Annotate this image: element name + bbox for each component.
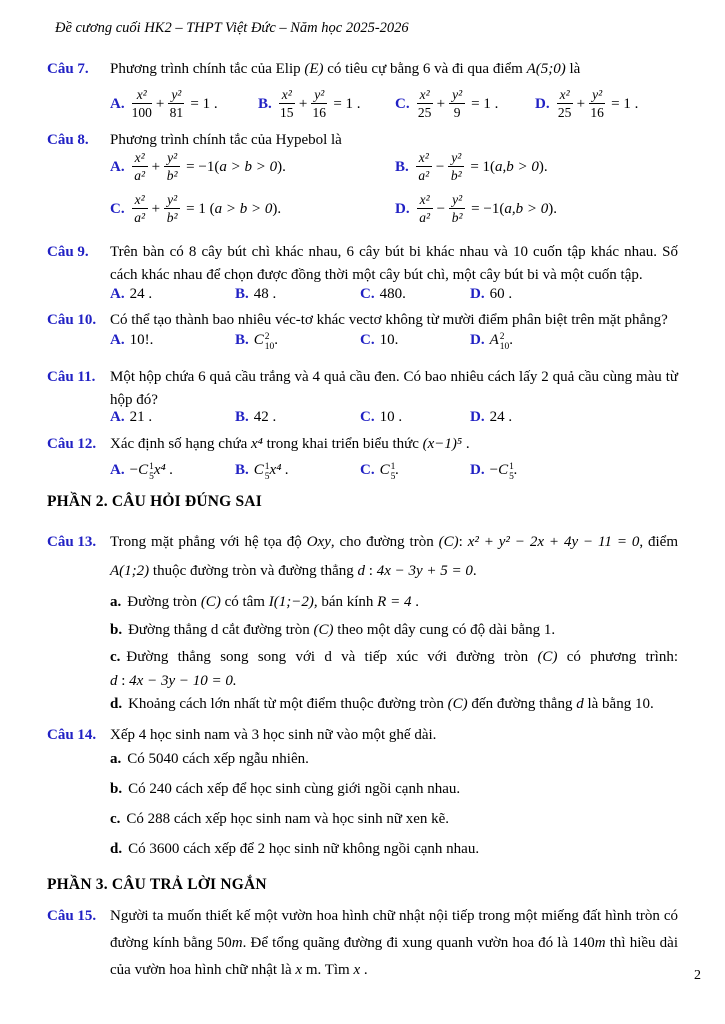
operator: − — [435, 158, 445, 175]
option-letter: C. — [360, 409, 375, 425]
question-label: Câu 11. — [47, 369, 96, 385]
option-letter: D. — [470, 332, 485, 348]
option-tail: . — [513, 462, 518, 478]
fraction-numerator: x² — [132, 87, 152, 104]
part2-heading: PHẦN 2. CÂU HỎI ĐÚNG SAI — [47, 493, 262, 510]
math-run: A(1;2) — [110, 563, 150, 579]
option-b — [258, 80, 395, 128]
question-text: Có thể tạo thành bao nhiêu véc-tơ khác vectơ không từ mười điểm phân biệt trên mặt phẳng? — [110, 312, 668, 328]
option-tail: x⁴ . — [153, 462, 174, 478]
math-base: C — [253, 462, 264, 478]
operator: + — [298, 96, 308, 112]
superscript: 1 — [149, 461, 154, 472]
sup-sub-stack — [391, 462, 396, 483]
combination-symbol — [380, 459, 396, 481]
math-run: 4x − 3y − 10 = 0. — [129, 673, 237, 689]
math-run: a > b > 0 — [219, 158, 278, 175]
fraction-denominator: a² — [134, 167, 146, 183]
text-run: , cho đường tròn — [330, 534, 439, 550]
option-letter: B. — [395, 158, 409, 175]
combination-symbol — [138, 459, 154, 481]
fraction-denominator: 16 — [312, 105, 327, 120]
fraction-denominator: 16 — [590, 105, 604, 120]
option-letter: A. — [110, 158, 125, 175]
combination-symbol — [254, 329, 275, 351]
question-13-item-c — [110, 646, 678, 690]
math-run: x⁴ — [251, 436, 263, 452]
item-text: Có 5040 cách xếp ngẫu nhiên. — [127, 751, 309, 767]
question-10-options — [110, 329, 678, 351]
item-text — [126, 646, 678, 668]
question-13 — [47, 528, 678, 586]
question-text: Trên bàn có 8 cây bút chì khác nhau, 6 cây bút bi khác nhau và 10 cuốn tập khác nhau. Số cách khác nhau để chọn được đồng thời một cây bút chì, một cây bút bi và một cuốn tập. — [110, 244, 678, 283]
option-letter: C. — [360, 332, 375, 348]
option-text: 480. — [379, 286, 406, 302]
fraction-numerator: x² — [279, 87, 295, 104]
operator: + — [151, 158, 161, 175]
fraction-denominator: a² — [418, 167, 430, 183]
option-letter: D. — [395, 200, 410, 217]
option-c — [360, 406, 470, 428]
fraction-numerator: x² — [557, 87, 573, 104]
option-text: 48 . — [253, 286, 277, 302]
option-a — [110, 283, 235, 305]
item-letter: a. — [110, 751, 122, 767]
equation-tail: = 1 . — [190, 96, 218, 112]
option-letter: B. — [235, 409, 249, 425]
option-c — [395, 80, 535, 128]
math-run: R = 4 — [377, 594, 412, 610]
subscript: 5 — [390, 472, 396, 482]
option-b — [235, 283, 360, 305]
option-c — [360, 329, 470, 351]
sup-sub-stack — [500, 332, 510, 353]
sign: − — [129, 462, 139, 478]
question-8-options — [110, 150, 678, 225]
equation-tail: = 1 . — [611, 96, 639, 112]
fraction-numerator: y² — [311, 87, 327, 104]
option-a — [110, 406, 235, 428]
option-letter: C. — [360, 462, 375, 478]
option-letter: A. — [110, 96, 125, 112]
fraction-numerator: y² — [448, 150, 464, 167]
fraction-denominator: b² — [166, 209, 178, 225]
option-letter: A. — [110, 332, 125, 348]
subscript: 10 — [264, 342, 275, 352]
question-label: Câu 13. — [47, 534, 97, 550]
option-d — [395, 192, 678, 225]
text-run: theo một dây cung có độ dài bằng 1. — [333, 622, 556, 638]
fraction-numerator: x² — [132, 150, 148, 167]
fraction-denominator: 9 — [453, 105, 461, 120]
fraction-denominator: b² — [166, 167, 178, 183]
text-run: Khoảng cách lớn nhất từ một điểm thuộc đường tròn — [128, 696, 448, 712]
question-7 — [47, 58, 678, 80]
text-run: Người ta muốn thiết kế một vườn hoa hình chữ nhật nội tiếp trong một miếng đất hình tròn có đường kính bằng 50 — [110, 908, 678, 951]
item-equation-line — [110, 673, 678, 690]
math-run: d — [576, 696, 584, 712]
option-letter: D. — [535, 96, 550, 112]
math-run: (C) — [447, 696, 468, 712]
math-run: a,b > 0 — [495, 158, 539, 175]
math-run: x — [295, 962, 303, 978]
fraction-denominator: a² — [134, 209, 146, 225]
fraction-numerator: y² — [589, 87, 605, 104]
sign: − — [489, 462, 499, 478]
option-letter: B. — [235, 462, 249, 478]
option-letter: A. — [110, 286, 125, 302]
equation-tail: = 1 ( — [186, 200, 215, 217]
math-run: Oxy — [306, 534, 331, 550]
fraction-numerator: y² — [449, 192, 465, 209]
option-tail: . — [509, 332, 514, 348]
operator: + — [151, 200, 161, 217]
text-run: trong khai triển biểu thức — [262, 436, 423, 452]
fraction — [589, 87, 605, 120]
combination-symbol — [490, 329, 510, 351]
option-c — [360, 459, 470, 481]
option-d — [470, 329, 678, 351]
math-base: C — [138, 462, 149, 478]
option-letter: B. — [235, 286, 249, 302]
question-13-item-a — [110, 591, 678, 613]
question-12-options — [110, 459, 678, 481]
math-run: (E) — [304, 61, 324, 77]
fraction-numerator: y² — [164, 192, 180, 209]
option-a — [110, 80, 258, 128]
question-text: Xếp 4 học sinh nam và 3 học sinh nữ vào một ghế dài. — [110, 727, 437, 743]
option-letter: B. — [258, 96, 272, 112]
math-run: (x−1)⁵ — [422, 436, 463, 452]
math-base: C — [379, 462, 390, 478]
question-14-item-a — [110, 748, 678, 770]
option-tail: . — [274, 332, 279, 348]
item-letter: a. — [110, 594, 122, 610]
option-letter: D. — [470, 409, 485, 425]
question-label: Câu 7. — [47, 61, 89, 77]
text-run: thì hiều dài của vườn hoa hình chữ nhật là — [110, 935, 678, 978]
option-letter: C. — [395, 96, 410, 112]
item-text: Có 3600 cách xếp để 2 học sinh nữ không ngồi cạnh nhau. — [128, 841, 480, 857]
fraction-denominator: a² — [419, 209, 431, 225]
question-text: Phương trình chính tắc của Hypebol là — [110, 132, 342, 148]
subscript: 5 — [509, 472, 514, 482]
fraction-denominator: b² — [450, 167, 462, 183]
question-label: Câu 10. — [47, 312, 97, 328]
fraction-numerator: x² — [417, 87, 433, 104]
text-run: . — [462, 436, 470, 452]
fraction — [449, 87, 465, 120]
question-10 — [47, 309, 678, 331]
option-a — [110, 329, 235, 351]
part3-heading: PHẦN 3. CÂU TRẢ LỜI NGẮN — [47, 876, 267, 893]
question-label: Câu 15. — [47, 908, 97, 924]
superscript: 2 — [264, 331, 270, 342]
item-letter: c. — [110, 649, 121, 665]
option-text: 24 . — [129, 286, 153, 302]
fraction-numerator: y² — [164, 150, 180, 167]
question-text — [110, 903, 678, 984]
math-run: (C) — [200, 594, 221, 610]
fraction — [132, 192, 148, 225]
fraction — [557, 87, 573, 120]
fraction — [449, 192, 465, 225]
item-text — [127, 591, 678, 613]
equation-tail: = −1( — [471, 200, 505, 217]
option-a — [110, 150, 395, 183]
text-run: : — [117, 673, 130, 689]
equation-tail: = 1( — [470, 158, 496, 175]
math-run: a,b > 0 — [504, 200, 549, 217]
option-text: 60 . — [489, 286, 513, 302]
sup-sub-stack — [265, 462, 270, 483]
math-run: d — [110, 673, 118, 689]
operator: + — [576, 96, 586, 112]
text-run: thuộc đường tròn và đường thẳng — [149, 563, 358, 579]
option-text: 24 . — [489, 409, 513, 425]
equation-tail: = 1 . — [333, 96, 361, 112]
question-label: Câu 9. — [47, 244, 89, 260]
fraction-denominator: 25 — [417, 105, 432, 120]
text-run: có phương trình: — [557, 649, 678, 665]
question-text — [110, 58, 678, 80]
option-letter: A. — [110, 462, 125, 478]
item-text — [128, 619, 678, 641]
text-run: ). — [538, 158, 548, 175]
option-text: 10. — [379, 332, 399, 348]
text-run: ). — [272, 200, 282, 217]
math-run: 4x − 3y + 5 = 0 — [376, 563, 473, 579]
math-run: a > b > 0 — [214, 200, 273, 217]
text-run: Đường thẳng song song với d và tiếp xúc với đường tròn — [126, 649, 538, 665]
option-text: 42 . — [253, 409, 277, 425]
subscript: 5 — [264, 472, 270, 482]
fraction — [132, 150, 148, 183]
combination-symbol — [254, 459, 270, 481]
superscript: 2 — [499, 331, 505, 342]
operator: + — [155, 96, 165, 112]
text-run: , bán kính — [313, 594, 378, 610]
question-9-options — [110, 283, 678, 305]
option-text: 10 . — [379, 409, 403, 425]
text-run: ). — [277, 158, 286, 175]
fraction — [279, 87, 295, 120]
text-run: . — [360, 962, 368, 978]
option-letter: A. — [110, 409, 125, 425]
fraction — [311, 87, 327, 120]
math-run: m — [594, 935, 606, 951]
question-12 — [47, 433, 678, 455]
question-label: Câu 12. — [47, 436, 97, 452]
question-13-item-d — [110, 693, 678, 715]
option-tail: x⁴ . — [269, 462, 289, 478]
item-letter: b. — [110, 781, 123, 797]
equation-tail: = 1 . — [471, 96, 499, 112]
page-number: 2 — [694, 968, 701, 983]
question-label: Câu 14. — [47, 727, 97, 743]
text-run: đến đường thẳng — [467, 696, 577, 712]
text-run: Đường thẳng d cắt đường tròn — [128, 622, 314, 638]
text-run: có tiêu cự bằng 6 và đi qua điểm — [323, 61, 527, 77]
text-run: : — [458, 534, 468, 550]
fraction — [417, 87, 433, 120]
option-c — [360, 283, 470, 305]
math-run: m — [231, 935, 243, 951]
option-d — [535, 80, 678, 128]
item-line1 — [110, 646, 678, 668]
fraction-numerator: y² — [449, 87, 465, 104]
operator: − — [436, 200, 446, 217]
option-letter: B. — [235, 332, 249, 348]
text-run: ). — [548, 200, 557, 217]
fraction — [168, 87, 184, 120]
fraction — [448, 150, 464, 183]
item-text: Có 288 cách xếp học sinh nam và học sinh nữ xen kẽ. — [126, 811, 450, 827]
document-header: Đề cương cuối HK2 – THPT Việt Đức – Năm học 2025-2026 — [55, 20, 409, 36]
option-d — [470, 459, 678, 481]
math-base: A — [489, 332, 499, 348]
fraction-denominator: b² — [451, 209, 463, 225]
text-run: : — [365, 563, 377, 579]
option-c — [110, 192, 395, 225]
superscript: 1 — [390, 461, 396, 472]
question-14-item-c — [110, 808, 678, 830]
text-run: là — [565, 61, 581, 77]
question-11-options — [110, 406, 678, 428]
math-run: (C) — [313, 622, 334, 638]
option-d — [470, 406, 678, 428]
text-run: . — [411, 594, 419, 610]
math-run: (C) — [438, 534, 459, 550]
option-tail: . — [395, 462, 400, 478]
math-run: d — [357, 563, 366, 579]
text-run: có tâm — [220, 594, 269, 610]
item-letter: d. — [110, 696, 123, 712]
question-14-item-b — [110, 778, 678, 800]
text-run: , điểm — [639, 534, 679, 550]
option-d — [470, 283, 678, 305]
text-run: là bằng 10. — [583, 696, 654, 712]
fraction — [164, 192, 180, 225]
math-run: I(1;−2) — [268, 594, 314, 610]
math-run: A(5;0) — [526, 61, 566, 77]
item-letter: c. — [110, 811, 121, 827]
text-run: Trong mặt phẳng với hệ tọa độ — [110, 534, 307, 550]
option-b — [235, 406, 360, 428]
subscript: 10 — [499, 342, 510, 352]
option-text: 21 . — [129, 409, 153, 425]
superscript: 1 — [264, 461, 270, 472]
option-letter: C. — [110, 200, 125, 217]
fraction-denominator: 81 — [169, 105, 184, 120]
question-14 — [47, 724, 678, 746]
fraction — [416, 150, 432, 183]
math-base: C — [253, 332, 264, 348]
question-7-options — [110, 80, 678, 128]
question-text — [110, 433, 678, 455]
item-text: Có 240 cách xếp để học sinh cùng giới ngồi cạnh nhau. — [128, 781, 461, 797]
option-text: 10!. — [129, 332, 154, 348]
question-9 — [47, 241, 678, 287]
fraction — [132, 87, 152, 120]
question-8 — [47, 129, 678, 151]
question-15 — [47, 903, 678, 984]
question-14-item-d — [110, 838, 678, 860]
math-run: x — [353, 962, 361, 978]
option-b — [235, 329, 360, 351]
combination-symbol — [498, 459, 514, 481]
option-letter: D. — [470, 286, 485, 302]
fraction-numerator: x² — [417, 192, 433, 209]
fraction-denominator: 15 — [280, 105, 294, 120]
fraction-numerator: x² — [416, 150, 432, 167]
fraction-numerator: y² — [168, 87, 184, 104]
sup-sub-stack — [509, 462, 514, 483]
text-run: . Để tổng quãng đường đi xung quanh vườn hoa đó là 140 — [242, 935, 595, 951]
math-run: (C) — [537, 649, 558, 665]
text-run: m. Tìm — [302, 962, 354, 978]
fraction-numerator: x² — [132, 192, 148, 209]
fraction-denominator: 100 — [131, 105, 152, 120]
fraction — [164, 150, 180, 183]
item-text — [128, 693, 678, 715]
item-letter: b. — [110, 622, 123, 638]
question-label: Câu 8. — [47, 132, 89, 148]
item-letter: d. — [110, 841, 123, 857]
option-letter: D. — [470, 462, 485, 478]
option-letter: C. — [360, 286, 375, 302]
sup-sub-stack — [149, 462, 154, 483]
fraction — [417, 192, 433, 225]
subscript: 5 — [149, 472, 154, 482]
text-run: . — [472, 563, 477, 579]
operator: + — [436, 96, 446, 112]
text-run: Xác định số hạng chứa — [110, 436, 252, 452]
equation-tail: = −1( — [186, 158, 220, 175]
superscript: 1 — [509, 461, 514, 472]
question-text — [110, 528, 678, 586]
math-run: x² + y² − 2x + 4y − 11 = 0 — [467, 534, 640, 550]
fraction-denominator: 25 — [557, 105, 572, 120]
option-a — [110, 459, 235, 481]
option-b — [395, 150, 678, 183]
text-run: Phương trình chính tắc của Elip — [110, 61, 305, 77]
question-13-item-b — [110, 619, 678, 641]
math-base: C — [498, 462, 509, 478]
text-run: Đường tròn — [127, 594, 201, 610]
question-text: Một hộp chứa 6 quả cầu trắng và 4 quả cầu đen. Có bao nhiêu cách lấy 2 quả cầu cùng màu từ hộp đó? — [110, 369, 678, 408]
sup-sub-stack — [265, 332, 275, 353]
option-b — [235, 459, 360, 481]
